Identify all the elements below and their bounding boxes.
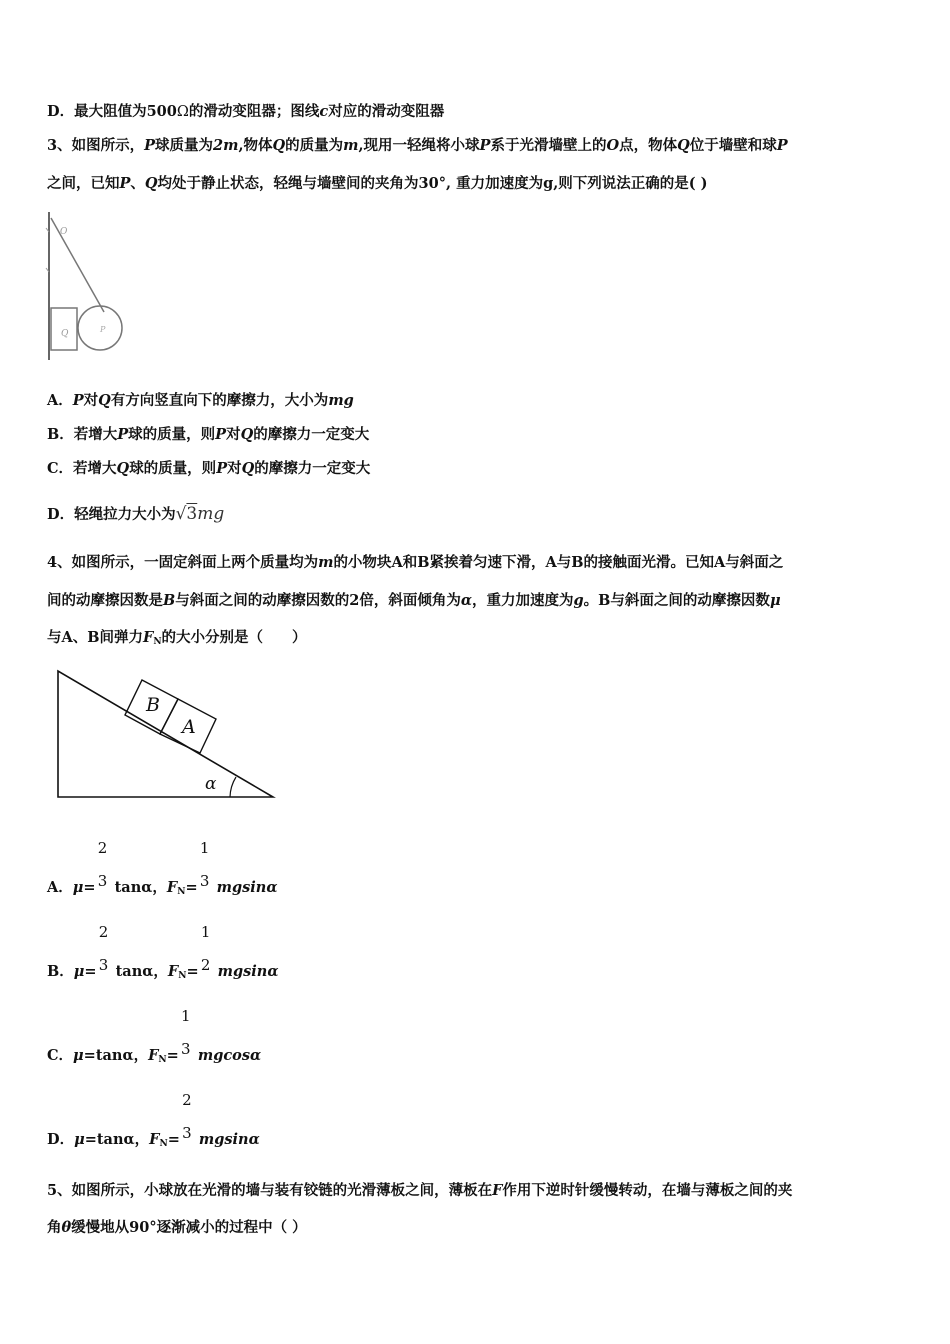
subscript: N xyxy=(159,1139,168,1149)
text: 的摩擦力一定变大 xyxy=(254,460,371,477)
q4-stem-line-1 xyxy=(47,553,783,573)
q2-option-d xyxy=(47,102,444,122)
denominator: 3 xyxy=(98,956,109,974)
text: =tanα xyxy=(84,1131,135,1148)
text: = xyxy=(166,1047,179,1064)
numerator: 2 xyxy=(98,923,109,941)
var: O xyxy=(606,137,620,154)
subscript: N xyxy=(158,1055,167,1065)
q3-stem-line-2 xyxy=(47,174,708,194)
var: P xyxy=(776,137,788,154)
q4-stem-line-3 xyxy=(47,628,307,652)
text: 对 xyxy=(227,460,242,477)
text: A xyxy=(714,554,726,571)
numerator: 1 xyxy=(181,1007,191,1025)
text: 如图所示，小球放在光滑的墙与装有铰链的光滑薄板之间，薄板在 xyxy=(71,1182,493,1199)
text: 与斜面之 xyxy=(725,554,784,571)
var: F xyxy=(166,879,178,896)
denominator: 3 xyxy=(199,872,210,890)
var: 2m xyxy=(213,137,239,154)
sqrt-expression xyxy=(176,504,225,524)
text: A xyxy=(545,554,557,571)
var: mgsinα xyxy=(216,879,278,896)
var: Q xyxy=(677,137,690,154)
text: 、 xyxy=(130,175,145,192)
label-p: P xyxy=(100,325,106,334)
var: Q xyxy=(116,460,130,477)
q4-figure xyxy=(50,663,280,803)
text: 对 xyxy=(226,426,241,443)
q3-option-d xyxy=(47,504,224,525)
denominator: 3 xyxy=(181,1040,191,1058)
label-a: A xyxy=(182,716,196,738)
fraction xyxy=(97,839,109,892)
var: m xyxy=(343,137,359,154)
var: P xyxy=(216,460,228,477)
text: = xyxy=(84,963,97,980)
text: B xyxy=(571,554,584,571)
fraction xyxy=(181,1091,193,1144)
var: P xyxy=(119,175,131,192)
var: mgcosα xyxy=(197,1047,262,1064)
unit: Ω xyxy=(176,104,189,120)
subscript: N xyxy=(153,637,162,647)
fraction xyxy=(199,839,211,892)
q5-stem-line-2 xyxy=(47,1218,307,1238)
text: 球的质量，则 xyxy=(129,460,217,477)
option-label: C． xyxy=(47,1047,74,1064)
q4-stem-line-2 xyxy=(47,591,781,611)
fraction xyxy=(98,923,110,976)
var: P xyxy=(215,426,227,443)
numerator: 2 xyxy=(97,839,108,857)
text: tanα xyxy=(114,879,153,896)
var: mg xyxy=(197,504,225,524)
text: 最大阻值为 xyxy=(74,103,147,120)
var: Q xyxy=(240,426,254,443)
text: A xyxy=(391,554,403,571)
text: = xyxy=(83,879,96,896)
text: 的质量为 xyxy=(285,137,344,154)
q3-figure xyxy=(40,208,140,368)
var: μ xyxy=(73,963,85,980)
numerator: 1 xyxy=(200,923,211,941)
numerator: 2 xyxy=(182,1091,192,1109)
option-label: D． xyxy=(47,103,75,120)
var: P xyxy=(117,426,129,443)
text: ，重力加速度为 xyxy=(472,592,574,609)
text: 球的质量，则 xyxy=(128,426,216,443)
text: 系于光滑墙壁上的 xyxy=(490,137,607,154)
text: 对 xyxy=(83,392,99,409)
var: F xyxy=(167,963,179,980)
incline xyxy=(58,671,273,797)
text: 如图所示， xyxy=(71,137,145,154)
label-o: O xyxy=(60,227,68,237)
text: 角 xyxy=(47,1219,62,1236)
text: 轻绳拉力大小为 xyxy=(74,506,176,523)
numerator: 1 xyxy=(199,839,210,857)
denominator: 3 xyxy=(97,872,108,890)
text: 逐渐减小的过程中（ ） xyxy=(156,1219,307,1236)
option-label: A． xyxy=(47,879,73,896)
text: 倍，斜面倾角为 xyxy=(359,592,461,609)
var: F xyxy=(143,629,154,646)
text: 有方向竖直向下的摩擦力，大小为 xyxy=(110,392,329,409)
text: 与 xyxy=(556,554,572,571)
var: α xyxy=(460,592,473,609)
question-number: 3、 xyxy=(47,137,72,154)
value: 500 xyxy=(146,103,177,120)
option-label: B． xyxy=(47,426,74,443)
text: 的滑动变阻器；图线 xyxy=(188,103,320,120)
text: 位于墙壁和球 xyxy=(689,137,777,154)
text: 和 xyxy=(402,554,418,571)
text: 若增大 xyxy=(73,460,117,477)
subscript: N xyxy=(178,971,187,981)
label-q: Q xyxy=(61,329,69,339)
text: ,物体 xyxy=(238,137,273,154)
q5-stem-line-1 xyxy=(47,1181,792,1201)
var: μ xyxy=(74,1131,85,1148)
text: ， xyxy=(133,1047,149,1064)
option-label: B． xyxy=(47,963,74,980)
question-number: 5、 xyxy=(47,1182,72,1199)
var: Q xyxy=(98,392,111,409)
denominator: 3 xyxy=(182,1124,192,1142)
text: = xyxy=(186,963,199,980)
subscript: N xyxy=(177,887,186,897)
option-label: C． xyxy=(47,460,74,477)
rope xyxy=(51,218,104,312)
text: 紧挨着匀速下滑， xyxy=(429,554,546,571)
text: 均处于静止状态，轻绳与墙壁间的夹角为30°, 重力加速度为g,则下列说法正确的是( ) xyxy=(157,175,708,192)
var: mg xyxy=(328,392,354,409)
var: Q xyxy=(241,460,255,477)
text: ， xyxy=(134,1131,150,1148)
var: P xyxy=(72,392,84,409)
var: Q xyxy=(144,175,158,192)
q3-stem-line-1 xyxy=(47,136,788,156)
var: B xyxy=(163,592,176,609)
text: 与 xyxy=(47,629,62,646)
label-alpha: α xyxy=(205,774,217,794)
var: mgsinα xyxy=(198,1131,260,1148)
angle-arc xyxy=(230,777,236,797)
text: = xyxy=(185,879,198,896)
var: m xyxy=(318,554,334,571)
text: 若增大 xyxy=(73,426,118,443)
text: 对应的滑动变阻器 xyxy=(328,103,445,120)
text: 的接触面光滑。已知 xyxy=(583,554,714,571)
option-label: D． xyxy=(47,1131,75,1148)
text: ， xyxy=(153,963,168,980)
var: P xyxy=(479,137,491,154)
text: 点，物体 xyxy=(619,137,678,154)
denominator: 2 xyxy=(200,956,211,974)
var: μ xyxy=(769,592,781,609)
var: F xyxy=(148,1047,159,1064)
option-label: A． xyxy=(47,392,73,409)
q4-option-c xyxy=(47,1007,262,1070)
radicand: 3 xyxy=(186,504,198,524)
var: P xyxy=(144,137,155,154)
text: 与斜面之间的动摩擦因数的 xyxy=(175,592,350,609)
text: 作用下逆时针缓慢转动，在墙与薄板之间的夹 xyxy=(502,1182,793,1199)
var: F xyxy=(149,1131,160,1148)
text: 球质量为 xyxy=(155,137,213,154)
text: ， xyxy=(152,879,167,896)
var: θ xyxy=(61,1219,72,1236)
q4-option-d xyxy=(47,1091,260,1154)
label-b: B xyxy=(146,694,160,716)
text: 的大小分别是（ ） xyxy=(161,629,307,646)
text: 的小物块 xyxy=(333,554,392,571)
text: 之间，已知 xyxy=(47,175,120,192)
q3-option-c xyxy=(47,459,370,479)
text: 。B与斜面之间的动摩擦因数 xyxy=(583,592,770,609)
q3-option-b xyxy=(47,425,369,445)
fraction xyxy=(180,1007,192,1060)
text: B xyxy=(417,554,430,571)
text: 90° xyxy=(129,1219,157,1236)
text: 缓慢地从 xyxy=(71,1219,130,1236)
q4-option-b xyxy=(47,923,279,986)
text: = xyxy=(167,1131,180,1148)
var: μ xyxy=(73,1047,84,1064)
text: A、B xyxy=(61,629,100,646)
fraction xyxy=(200,923,212,976)
curve-label: c xyxy=(319,103,329,120)
text: 2 xyxy=(349,592,360,609)
text: 间的动摩擦因数是 xyxy=(47,592,163,609)
var: Q xyxy=(272,137,286,154)
text: 间弹力 xyxy=(99,629,144,646)
var: F xyxy=(492,1182,503,1199)
var: mgsinα xyxy=(217,963,279,980)
text: 的摩擦力一定变大 xyxy=(253,426,370,443)
text: =tanα xyxy=(83,1047,134,1064)
text: 如图所示，一固定斜面上两个质量均为 xyxy=(71,554,319,571)
q3-option-a xyxy=(47,391,354,411)
radical-sign: √ xyxy=(175,504,187,524)
text: tanα xyxy=(115,963,154,980)
question-number: 4、 xyxy=(47,554,72,571)
text: ,现用一轻绳将小球 xyxy=(358,137,480,154)
var: g xyxy=(573,592,584,609)
var: μ xyxy=(72,879,84,896)
option-label: D． xyxy=(47,506,75,523)
q4-option-a xyxy=(47,839,278,902)
